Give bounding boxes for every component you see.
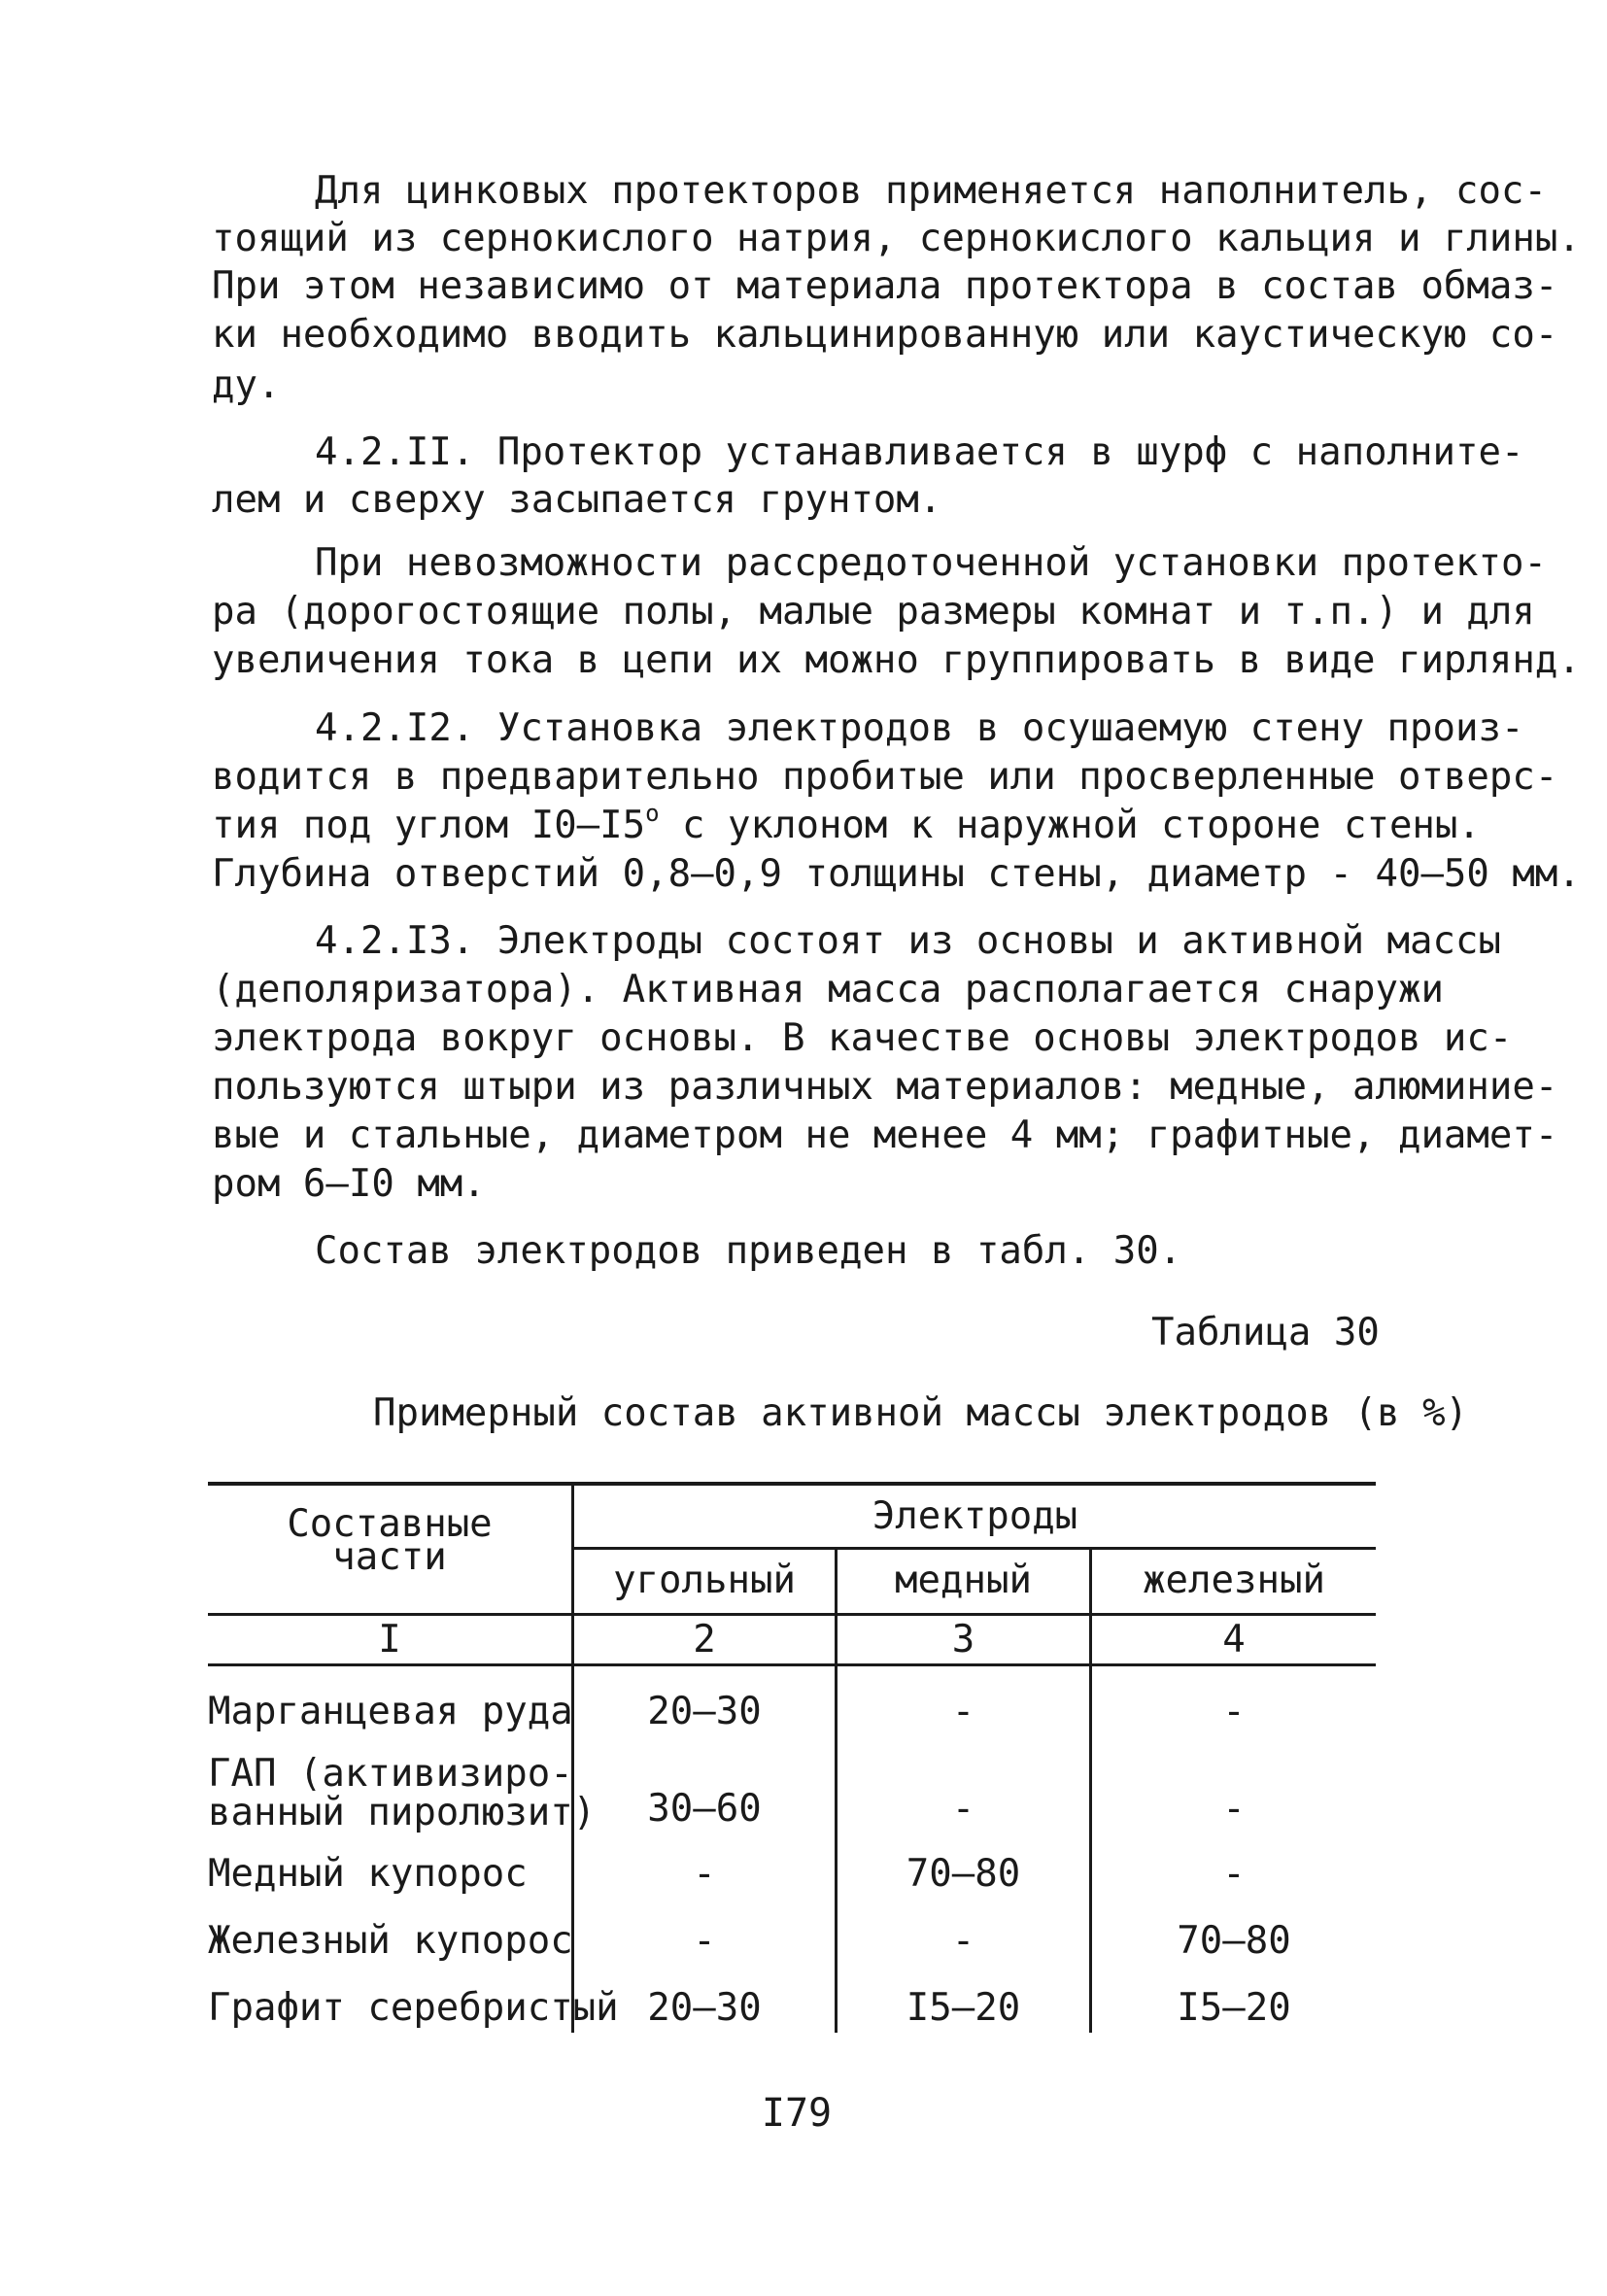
row-1-copper: -	[951, 1690, 975, 1733]
paragraph-5-line-2: (деполяризатора). Активная масса располагается снаружи	[212, 968, 1444, 1011]
paragraph-2-line-1: 4.2.II. Протектор устанавливается в шурф с наполните-	[315, 430, 1524, 474]
paragraph-1-line-5: ду.	[212, 363, 281, 407]
paragraph-6: Состав электродов приведен в табл. 30.	[315, 1229, 1182, 1273]
table-top-rule	[208, 1482, 1376, 1486]
column-number-3: 3	[951, 1618, 975, 1662]
paragraph-4-line-3	[212, 802, 1481, 850]
row-3-carbon: -	[693, 1852, 716, 1896]
paragraph-5-line-5: вые и стальные, диаметром не менее 4 мм; графитные, диамет-	[212, 1114, 1558, 1157]
column-number-2: 2	[693, 1618, 716, 1662]
row-2-name-line-1: ГАП (активизиро-	[208, 1752, 573, 1796]
table-label: Таблица 30	[1151, 1311, 1380, 1354]
page-number: I79	[761, 2091, 833, 2136]
paragraph-1-line-2: тоящий из сернокислого натрия, сернокислого кальция и глины.	[212, 217, 1581, 260]
table-title: Примерный состав активной массы электродов (в %)	[373, 1391, 1469, 1435]
column-number-4: 4	[1222, 1618, 1246, 1662]
header-copper: медный	[895, 1559, 1032, 1602]
row-5-iron: I5–20	[1177, 1986, 1291, 2030]
row-1-name: Марганцевая руда	[208, 1690, 573, 1733]
degree-superscript: о	[645, 800, 660, 827]
paragraph-4-line-2: водится в предварительно пробитые или просверленные отверс-	[212, 755, 1558, 799]
row-3-iron: -	[1222, 1852, 1246, 1896]
row-3-copper: 70–80	[906, 1852, 1021, 1896]
header-iron: железный	[1143, 1559, 1325, 1602]
paragraph-1-line-1: Для цинковых протекторов применяется наполнитель, сос-	[315, 169, 1547, 213]
row-2-name-line-2: ванный пиролюзит)	[208, 1791, 597, 1834]
row-1-carbon: 20–30	[647, 1690, 762, 1733]
paragraph-5-line-3: электрода вокруг основы. В качестве основы электродов ис-	[212, 1016, 1513, 1060]
header-components	[208, 1502, 571, 1579]
row-4-iron: 70–80	[1177, 1919, 1291, 1963]
paragraph-5-line-4: пользуются штыри из различных материалов: медные, алюминие-	[212, 1065, 1558, 1109]
paragraph-4-line-4: Глубина отверстий 0,8–0,9 толщины стены, диаметр - 40–50 мм.	[212, 852, 1581, 896]
row-3-name: Медный купорос	[208, 1852, 528, 1896]
header-electrodes: Электроды	[872, 1494, 1078, 1538]
row-2-name	[208, 1752, 597, 1834]
row-2-carbon: 30–60	[647, 1787, 762, 1831]
paragraph-1-line-3: При этом независимо от материала протектора в состав обмаз-	[212, 264, 1558, 308]
header-components-line-2: части	[332, 1535, 447, 1579]
paragraph-5-line-6: ром 6–I0 мм.	[212, 1162, 486, 1206]
row-5-carbon: 20–30	[647, 1986, 762, 2030]
paragraph-1-line-4: ки необходимо вводить кальцинированную или каустическую со-	[212, 313, 1558, 357]
row-2-copper: -	[951, 1787, 975, 1831]
paragraph-4-line-3-start: тия под углом I0–I5	[212, 804, 646, 847]
paragraph-3-line-2: ра (дорогостоящие полы, малые размеры комнат и т.п.) и для	[212, 590, 1535, 634]
paragraph-5-line-1: 4.2.I3. Электроды состоят из основы и активной массы	[315, 919, 1501, 963]
header-components-line-1: Составные	[287, 1502, 493, 1546]
row-5-name: Графит серебристый	[208, 1986, 619, 2030]
table-group-rule	[573, 1547, 1376, 1550]
row-4-copper: -	[951, 1919, 975, 1963]
table-header-rule	[208, 1613, 1376, 1616]
row-4-carbon: -	[693, 1919, 716, 1963]
row-5-copper: I5–20	[906, 1986, 1021, 2030]
paragraph-3-line-1: При невозможности рассредоточенной установки протекто-	[315, 541, 1547, 585]
header-carbon: угольный	[613, 1559, 796, 1602]
paragraph-2-line-2: лем и сверху засыпается грунтом.	[212, 478, 942, 522]
table-number-rule	[208, 1663, 1376, 1666]
paragraph-4-line-3-end: с уклоном к наружной стороне стены.	[659, 804, 1481, 847]
row-4-name: Железный купорос	[208, 1919, 573, 1963]
paragraph-4-line-1: 4.2.I2. Установка электродов в осушаемую стену произ-	[315, 706, 1524, 750]
row-2-iron: -	[1222, 1787, 1246, 1831]
row-1-iron: -	[1222, 1690, 1246, 1733]
paragraph-3-line-3: увеличения тока в цепи их можно группировать в виде гирлянд.	[212, 638, 1581, 682]
column-number-1: I	[378, 1618, 401, 1662]
